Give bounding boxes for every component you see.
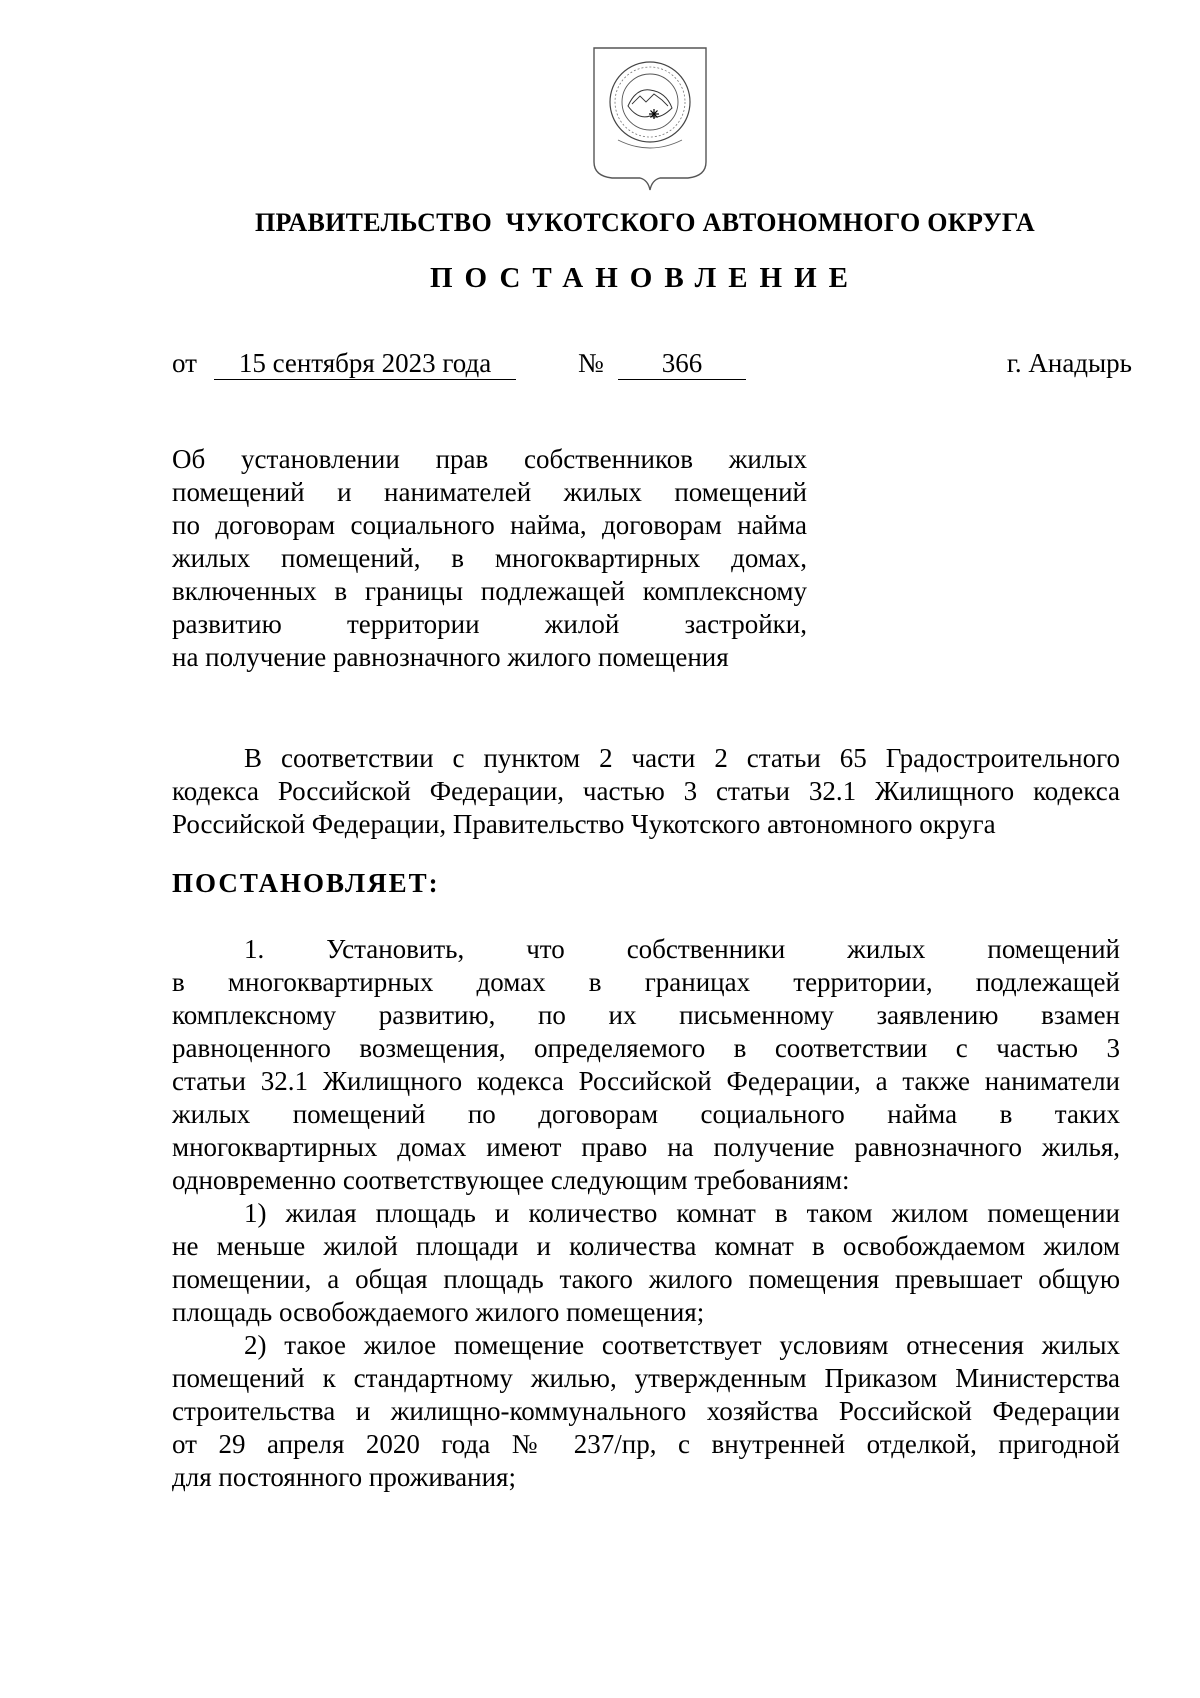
date-label: от [172,348,197,378]
clause-1-paragraph [172,933,1120,1197]
document-date: 15 сентября 2023 года [214,347,516,380]
item-line: 2) такое жилое помещение соответствует условиям отнесения жилых [244,1330,1120,1360]
organization-name: ПРАВИТЕЛЬСТВО ЧУКОТСКОГО АВТОНОМНОГО ОКРУГА [255,208,1035,237]
subject-line: развитию территории жилой застройки, [172,609,807,639]
clause-line: в многоквартирных домах в границах территории, подлежащей [172,967,1120,997]
subject-line: по договорам социального найма, договорам найма [172,510,807,540]
clause-line: жилых помещений по договорам социального найма в таких [172,1099,1120,1129]
item-line: помещений к стандартному жилью, утвержденным Приказом Министерства [172,1363,1120,1393]
item-line: строительства и жилищно-коммунального хозяйства Российской Федерации [172,1396,1120,1426]
item-line: помещении, а общая площадь такого жилого помещения превышает общую [172,1264,1120,1294]
preamble-line: кодекса Российской Федерации, частью 3 статьи 32.1 Жилищного кодекса [172,776,1120,806]
item-line: 1) жилая площадь и количество комнат в таком жилом помещении [244,1198,1120,1228]
clause-line: одновременно соответствующее следующим требованиям: [172,1165,850,1195]
clause-line: статьи 32.1 Жилищного кодекса Российской Федерации, а также наниматели [172,1066,1120,1096]
clause-line: многоквартирных домах имеют право на получение равнозначного жилья, [172,1132,1120,1162]
number-label: № [578,348,604,378]
coat-of-arms-emblem [588,44,712,194]
subject-line: на получение равнозначного жилого помещения [172,642,729,672]
subject-line: Об установлении прав собственников жилых [172,444,807,474]
item-1-paragraph [172,1197,1120,1329]
subject-line: помещений и нанимателей жилых помещений [172,477,807,507]
clause-line: комплексному развитию, по их письменному заявлению взамен [172,1000,1120,1030]
document-subject [172,443,807,674]
preamble-paragraph [172,742,1120,841]
preamble-line: Российской Федерации, Правительство Чукотского автономного округа [172,809,996,839]
document-city: г. Анадырь [1006,348,1132,378]
subject-line: включенных в границы подлежащей комплексному [172,576,807,606]
preamble-line: В соответствии с пунктом 2 части 2 статьи 65 Градостроительного [244,743,1120,773]
document-type-title: ПОСТАНОВЛЕНИЕ [429,262,860,294]
item-line: площадь освобождаемого жилого помещения; [172,1297,705,1327]
document-number: 366 [618,347,746,380]
item-line: не меньше жилой площади и количества комнат в освобождаемом жилом [172,1231,1120,1261]
resolve-heading: ПОСТАНОВЛЯЕТ: [172,868,440,898]
clause-line: 1. Установить, что собственники жилых помещений [244,934,1120,964]
clause-line: равноценного возмещения, определяемого в соответствии с частью 3 [172,1033,1120,1063]
item-line: от 29 апреля 2020 года № 237/пр, с внутренней отделкой, пригодной [172,1429,1120,1459]
item-line: для постоянного проживания; [172,1462,516,1492]
subject-line: жилых помещений, в многоквартирных домах, [172,543,807,573]
item-2-paragraph [172,1329,1120,1494]
